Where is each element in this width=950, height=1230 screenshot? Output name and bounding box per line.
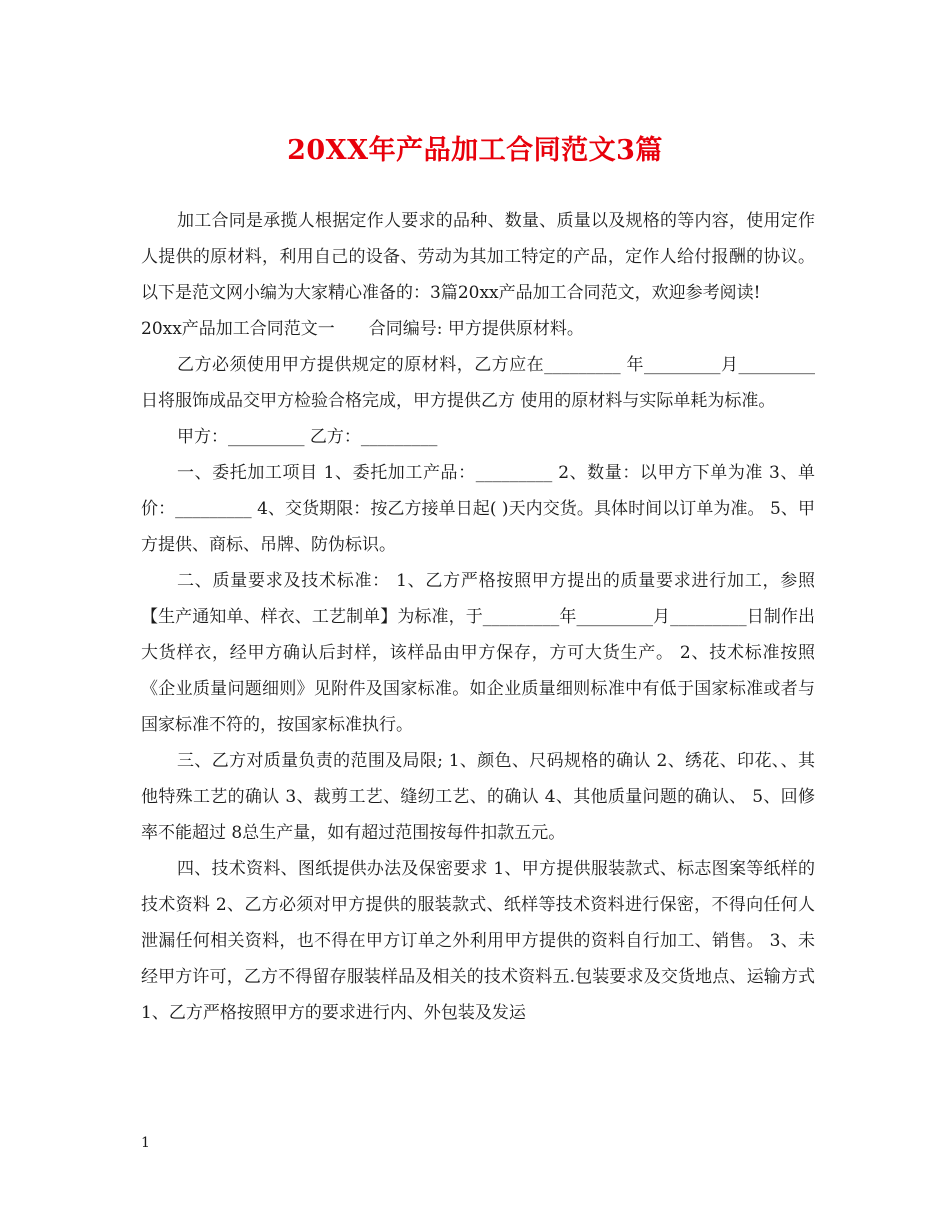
parties-line: 甲方：_________ 乙方：_________: [177, 427, 438, 447]
document-body: [141, 203, 815, 1031]
contract-heading-line: 20xx产品加工合同范文一 合同编号: 甲方提供原材料。: [141, 319, 584, 339]
page-number: 1: [141, 1135, 150, 1151]
section-4-paragraph: 四、技术资料、图纸提供办法及保密要求 1、甲方提供服装款式、标志图案等纸样的技术资料 2、乙方必须对甲方提供的服装款式、纸样等技术资料进行保密，不得向任何人泄漏任何相关资料，也不得在甲方订单之外利用甲方提供的资料自行加工、销售。 3、未经甲方许可，乙方不得留存服装样品及相关的技术资料五.包装要求及交货地点、运输方式 1、乙方严格按照甲方的要求进行内、外包装及发运: [141, 859, 815, 1023]
document-title: 20XX年产品加工合同范文3篇: [287, 135, 663, 166]
section-1-paragraph: 一、委托加工项目 1、委托加工产品：_________ 2、数量：以甲方下单为准 3、单价：_________ 4、交货期限：按乙方接单日起( )天内交货。具体时间以订单为准。 5、甲方提供、商标、吊牌、防伪标识。: [141, 463, 815, 555]
intro-paragraph: 加工合同是承揽人根据定作人要求的品种、数量、质量以及规格的等内容，使用定作人提供的原材料，利用自己的设备、劳动为其加工特定的产品，定作人给付报酬的协议。以下是范文网小编为大家精心准备的：3篇20xx产品加工合同范文，欢迎参考阅读!: [141, 211, 815, 303]
section-2-paragraph: 二、质量要求及技术标准： 1、乙方严格按照甲方提出的质量要求进行加工，参照【生产通知单、样衣、工艺制单】为标准，于_________年_________月_________日制作出大货样衣，经甲方确认后封样，该样品由甲方保存，方可大货生产。 2、技术标准按照《企业质量问题细则》见附件及国家标准。如企业质量细则标准中有低于国家标准或者与国家标准不符的，按国家标准执行。: [141, 571, 815, 735]
section-3-paragraph: 三、乙方对质量负责的范围及局限; 1、颜色、尺码规格的确认 2、绣花、印花、、其他特殊工艺的确认 3、裁剪工艺、缝纫工艺、的确认 4、其他质量问题的确认、 5、回修率不能超过 8总生产量，如有超过范围按每件扣款五元。: [141, 751, 815, 843]
material-clause-paragraph: 乙方必须使用甲方提供规定的原材料，乙方应在_________ 年_________月_________日将服饰成品交甲方检验合格完成，甲方提供乙方 使用的原材料与实际单耗为标准。: [141, 355, 815, 411]
